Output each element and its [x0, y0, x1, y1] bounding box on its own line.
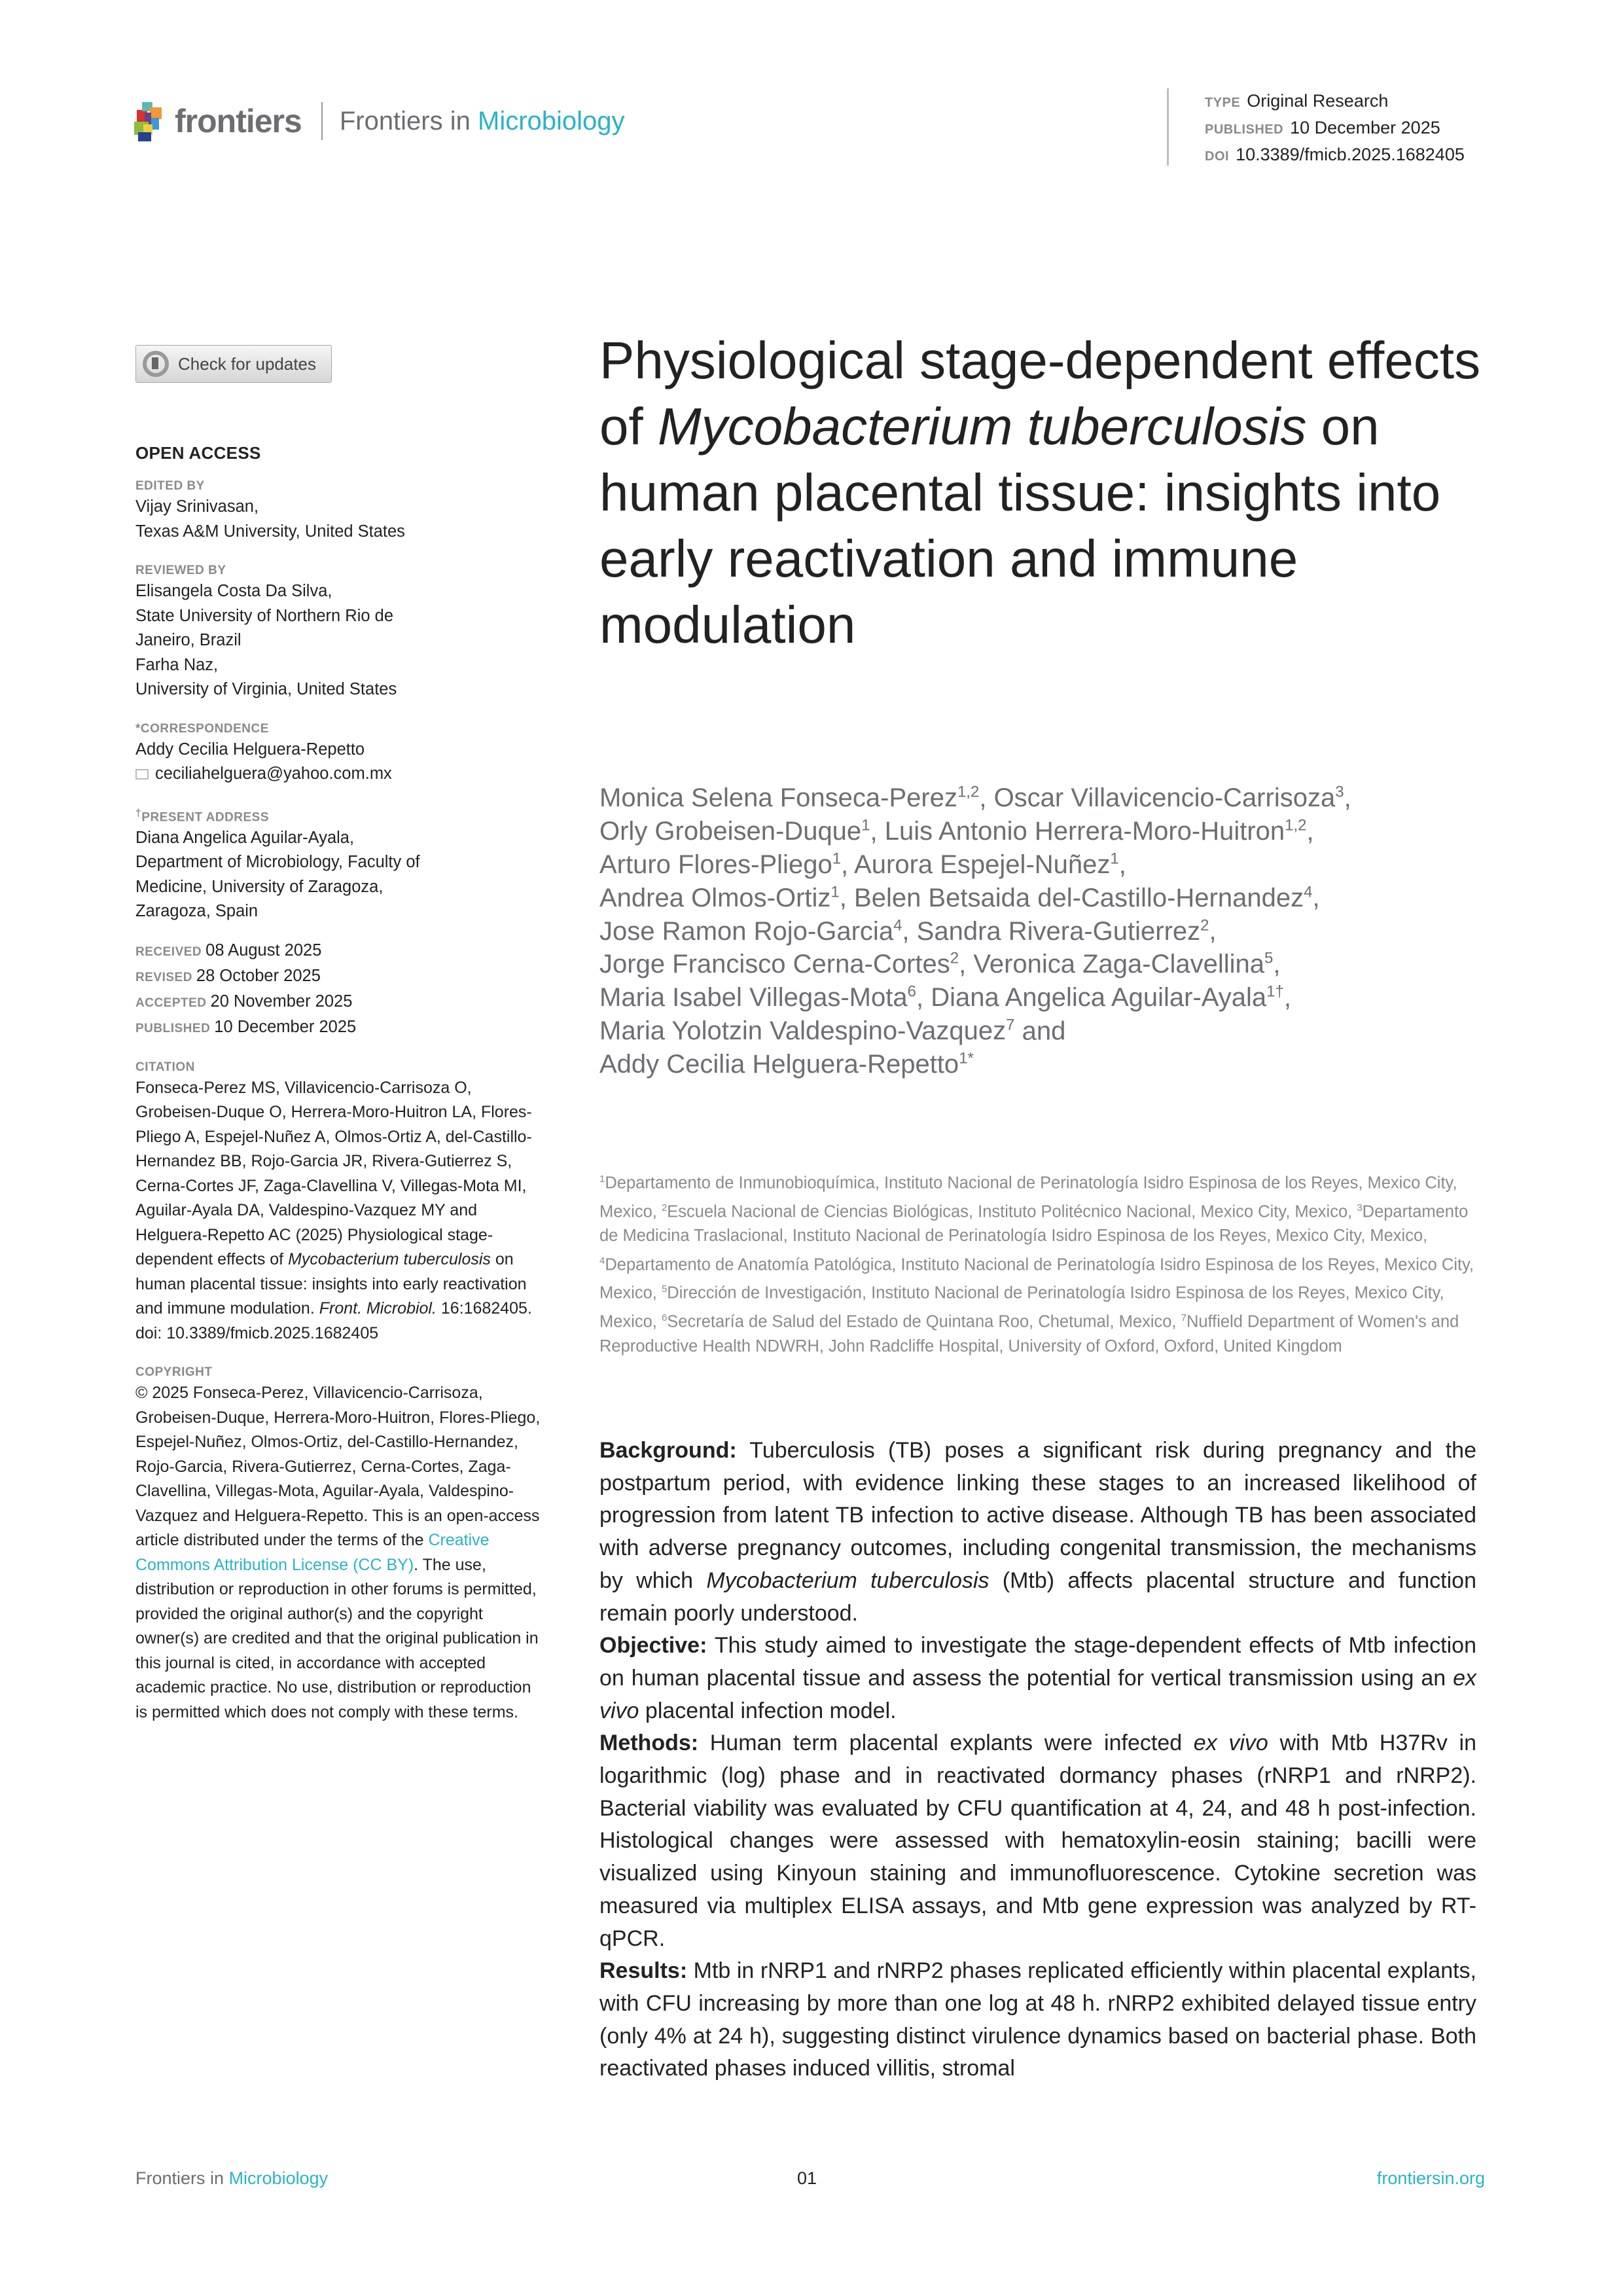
author-name[interactable]: Andrea Olmos-Ortiz$^1$ — [599, 883, 840, 912]
abstract — [599, 1435, 1476, 2085]
article-title: Physiological stage-dependent effects of Mycobacterium tuberculosis on human placental tissue: insights into early reactivation and immune modulation — [599, 331, 1481, 654]
copyright-text: © 2025 Fonseca-Perez, Villavicencio-Carrisoza, Grobeisen-Duque, Herrera-Moro-Huitron, Flores-Pliego, Espejel-Nuñez, Olmos-Ortiz, del-Castillo-Hernandez, Rojo-Garcia, Rivera-Gutierrez, Cerna-Cortes, Zaga-Clavellina, Villegas-Mota, Aguilar-Ayala, Valdespino-Vazquez and Helguera-Repetto. This is an open-access article distributed under the terms of the Creative Commons Attribution License (CC BY). The use, distribution or reproduction in other forums is permitted, provided the original author(s) and the copyright owner(s) are credited and that the original publication in this journal is cited, in accordance with accepted academic practice. No use, distribution or reproduction is permitted which does not comply with these terms. — [135, 1384, 541, 1721]
correspondence-email-link[interactable]: ceciliahelguera@yahoo.com.mx — [155, 764, 392, 783]
affiliation-item: Nuffield Department of Women's and Reproductive Health NDWRH, John Radcliffe Hospital, University of Oxford, Oxford, United Kingdom — [599, 1312, 1459, 1355]
header-divider — [321, 102, 323, 140]
present-address: Diana Angelica Aguilar-Ayala, Department of Microbiology, Faculty of Medicine, University of Zaragoza, Zaragoza, Spain — [135, 828, 420, 921]
affiliation-item: Departamento de Inmunobioquímica, Instituto Nacional de Perinatología Isidro Espinosa de los Reyes, Mexico City, Mexico, — [599, 1174, 1457, 1221]
edited-by-heading: EDITED BY — [135, 479, 205, 493]
affiliation-item: Dirección de Investigación, Instituto Nacional de Perinatología Isidro Espinosa de los Reyes, Mexico City, Mexico, — [599, 1283, 1444, 1331]
author-name[interactable]: Arturo Flores-Pliego$^1$ — [599, 850, 842, 879]
envelope-icon — [135, 769, 149, 780]
article-type: Original Research — [1247, 91, 1389, 111]
author-name[interactable]: Jorge Francisco Cerna-Cortes$^2$ — [599, 950, 959, 979]
editor: Vijay Srinivasan, Texas A&M University, United States — [135, 497, 405, 541]
published-date: 10 December 2025 — [1290, 118, 1440, 137]
footer-journal[interactable]: Frontiers in Microbiology — [135, 2168, 329, 2188]
author-name[interactable]: Orly Grobeisen-Duque$^1$ — [599, 816, 870, 846]
reviewers: Elisangela Costa Da Silva, State University of Northern Rio de Janeiro, Brazil Farha Naz, University of Virginia, United States — [135, 582, 397, 698]
check-for-updates-button[interactable]: Check for updates — [135, 345, 332, 383]
author-name[interactable]: Jose Ramon Rojo-Garcia$^4$ — [599, 916, 902, 946]
author-name[interactable]: Luis Antonio Herrera-Moro-Huitron$^{1,2}$ — [884, 816, 1307, 846]
author-name[interactable]: Diana Angelica Aguilar-Ayala$^{1\dagger}$ — [931, 982, 1284, 1013]
brand-wordmark: frontiers — [175, 103, 302, 139]
correspondence: Addy Cecilia Helguera-Repetto ceciliahelguera@yahoo.com.mx — [135, 740, 392, 783]
affiliation-item: Departamento de Medicina Traslacional, Instituto Nacional de Perinatología Isidro Espinosa de los Reyes, Mexico City, Mexico, — [599, 1202, 1469, 1246]
footer-site-link[interactable]: frontiersin.org — [1376, 2168, 1485, 2188]
author-name[interactable]: Veronica Zaga-Clavellina$^5$ — [973, 950, 1274, 979]
page-number: 01 — [797, 2168, 817, 2188]
author-list: Monica Selena Fonseca-Perez$^{1,2}$, Oscar Villavicencio-Carrisoza$^3$, Orly Grobeisen-Duque$^1$, Luis Antonio Herrera-Moro-Huitron$^{1,2}$, Arturo Flores-Pliego$^1$, Aurora Espejel-Nuñez$^1$, Andrea Olmos-Ortiz$^1$, Belen Betsaida del-Castillo-Hernandez$^4$, Jose Ramon Rojo-Garcia$^4$, Sandra Rivera-Gutierrez$^2$, Jorge Francisco Cerna-Cortes$^2$, Veronica Zaga-Clavellina$^5$, Maria Isabel Villegas-Mota$^6$, Diana Angelica Aguilar-Ayala$^{1\dagger}$, Maria Yolotzin Valdespino-Vazquez$^7$ and Addy Cecilia Helguera-Repetto$^{1*}$ — [599, 783, 1351, 1079]
frontiers-logo[interactable] — [134, 98, 625, 144]
bookmark-refresh-icon — [143, 351, 169, 377]
author-name[interactable]: Monica Selena Fonseca-Perez$^{1,2}$ — [599, 783, 980, 813]
journal-name: Frontiers in Microbiology — [339, 106, 625, 135]
abstract-methods: Methods: Human term placental explants were infected ex vivo with Mtb H37Rv in logarithmic (log) phase and in reactivated dormancy phases (rNRP1 and rNRP2). Bacterial viability was evaluated by CFU quantification at 4, 24, and 48 h post-infection. Histological changes were assessed with hematoxylin-eosin staining; bacilli were visualized using Kinyoun staining and immunofluorescence. Cytokine secretion was measured via multiplex ELISA assays, and Mtb gene expression was analyzed by RT-qPCR. — [599, 1731, 1476, 1951]
author-name[interactable]: Addy Cecilia Helguera-Repetto$^{1*}$ — [599, 1049, 974, 1079]
citation-heading: CITATION — [135, 1060, 195, 1074]
open-access-label: OPEN ACCESS — [135, 443, 261, 463]
author-name[interactable]: Aurora Espejel-Nuñez$^1$ — [854, 850, 1119, 879]
article-dates: RECEIVED 08 August 2025 REVISED 28 October 2025 ACCEPTED 20 November 2025 PUBLISHED 10 December 2025 — [135, 941, 357, 1036]
citation-text: Fonseca-Perez MS, Villavicencio-Carrisoza O, Grobeisen-Duque O, Herrera-Moro-Huitron LA, Flores-Pliego A, Espejel-Nuñez A, Olmos-Ortiz A, del-Castillo-Hernandez BB, Rojo-Garcia JR, Rivera-Gutierrez S, Cerna-Cortes JF, Zaga-Clavellina V, Villegas-Mota MI, Aguilar-Ayala DA, Valdespino-Vazquez MY and Helguera-Repetto AC (2025) Physiological stage-dependent effects of Mycobacterium tuberculosis on human placental tissue: insights into early reactivation and immune modulation. Front. Microbiol. 16:1682405. doi: 10.3389/fmicb.2025.1682405 — [135, 1078, 532, 1342]
reviewed-by-heading: REVIEWED BY — [135, 564, 226, 577]
correspondence-heading: *CORRESPONDENCE — [135, 721, 269, 736]
sidebar — [135, 345, 541, 1725]
abstract-objective: Objective: This study aimed to investigate the stage-dependent effects of Mtb infection on human placental tissue and assess the potential for vertical transmission using an ex vivo placental infection model. — [599, 1633, 1476, 1723]
affiliation-item: Escuela Nacional de Ciencias Biológicas, Instituto Politécnico Nacional, Mexico City, Mexico, — [667, 1202, 1357, 1221]
author-name[interactable]: Maria Isabel Villegas-Mota$^6$ — [599, 982, 916, 1013]
doi-link[interactable]: 10.3389/fmicb.2025.1682405 — [1236, 145, 1465, 164]
affiliations: $^1$Departamento de Inmunobioquímica, Instituto Nacional de Perinatología Isidro Espinosa de los Reyes, Mexico City, Mexico, $^2$Escuela Nacional de Ciencias Biológicas, Instituto Politécnico Nacional, Mexico City, Mexico, $^3$Departamento de Medicina Traslacional, Instituto Nacional de Perinatología Isidro Espinosa de los Reyes, Mexico City, Mexico, $^4$Departamento de Anatomía Patológica, Instituto Nacional de Perinatología Isidro Espinosa de los Reyes, Mexico City, Mexico, $^5$Dirección de Investigación, Instituto Nacional de Perinatología Isidro Espinosa de los Reyes, Mexico City, Mexico, $^6$Secretaría de Salud del Estado de Quintana Roo, Chetumal, Mexico, $^7$Nuffield Department of Women's and Reproductive Health NDWRH, John Radcliffe Hospital, University of Oxford, Oxford, United Kingdom — [599, 1174, 1474, 1355]
frontiers-logo-icon — [134, 101, 168, 141]
cc-by-license-link[interactable]: Creative Commons Attribution License (CC BY) — [135, 1531, 490, 1574]
affiliation-item: Departamento de Anatomía Patológica, Instituto Nacional de Perinatología Isidro Espinosa de los Reyes, Mexico City, Mexico, — [599, 1255, 1474, 1302]
author-name[interactable]: Belen Betsaida del-Castillo-Hernandez$^4$ — [854, 883, 1313, 912]
affiliation-item: Secretaría de Salud del Estado de Quintana Roo, Chetumal, Mexico, — [667, 1312, 1181, 1331]
present-address-heading: †PRESENT ADDRESS — [135, 807, 270, 824]
abstract-results: Results: Mtb in rNRP1 and rNRP2 phases replicated efficiently within placental explants, with CFU increasing by more than one log at 48 h. rNRP2 exhibited delayed tissue entry (only 4% at 24 h), suggesting distinct virulence dynamics based on bacterial phase. Both reactivated phases induced villitis, stromal — [599, 1958, 1476, 2081]
abstract-background: Background: Tuberculosis (TB) poses a significant risk during pregnancy and the postpartum period, with evidence linking these stages to an increased likelihood of progression from latent TB infection to active disease. Although TB has been associated with adverse pregnancy outcomes, including congenital transmission, the mechanisms by which Mycobacterium tuberculosis (Mtb) affects placental structure and function remain poorly understood. — [599, 1438, 1477, 1626]
author-name[interactable]: Maria Yolotzin Valdespino-Vazquez$^7$ — [599, 1016, 1015, 1046]
author-name[interactable]: Oscar Villavicencio-Carrisoza$^3$ — [993, 783, 1344, 813]
article-meta: TYPE Original Research PUBLISHED 10 December 2025 DOI 10.3389/fmicb.2025.1682405 — [1167, 88, 1465, 166]
author-name[interactable]: Sandra Rivera-Gutierrez$^2$ — [916, 916, 1209, 946]
copyright-heading: COPYRIGHT — [135, 1365, 213, 1380]
